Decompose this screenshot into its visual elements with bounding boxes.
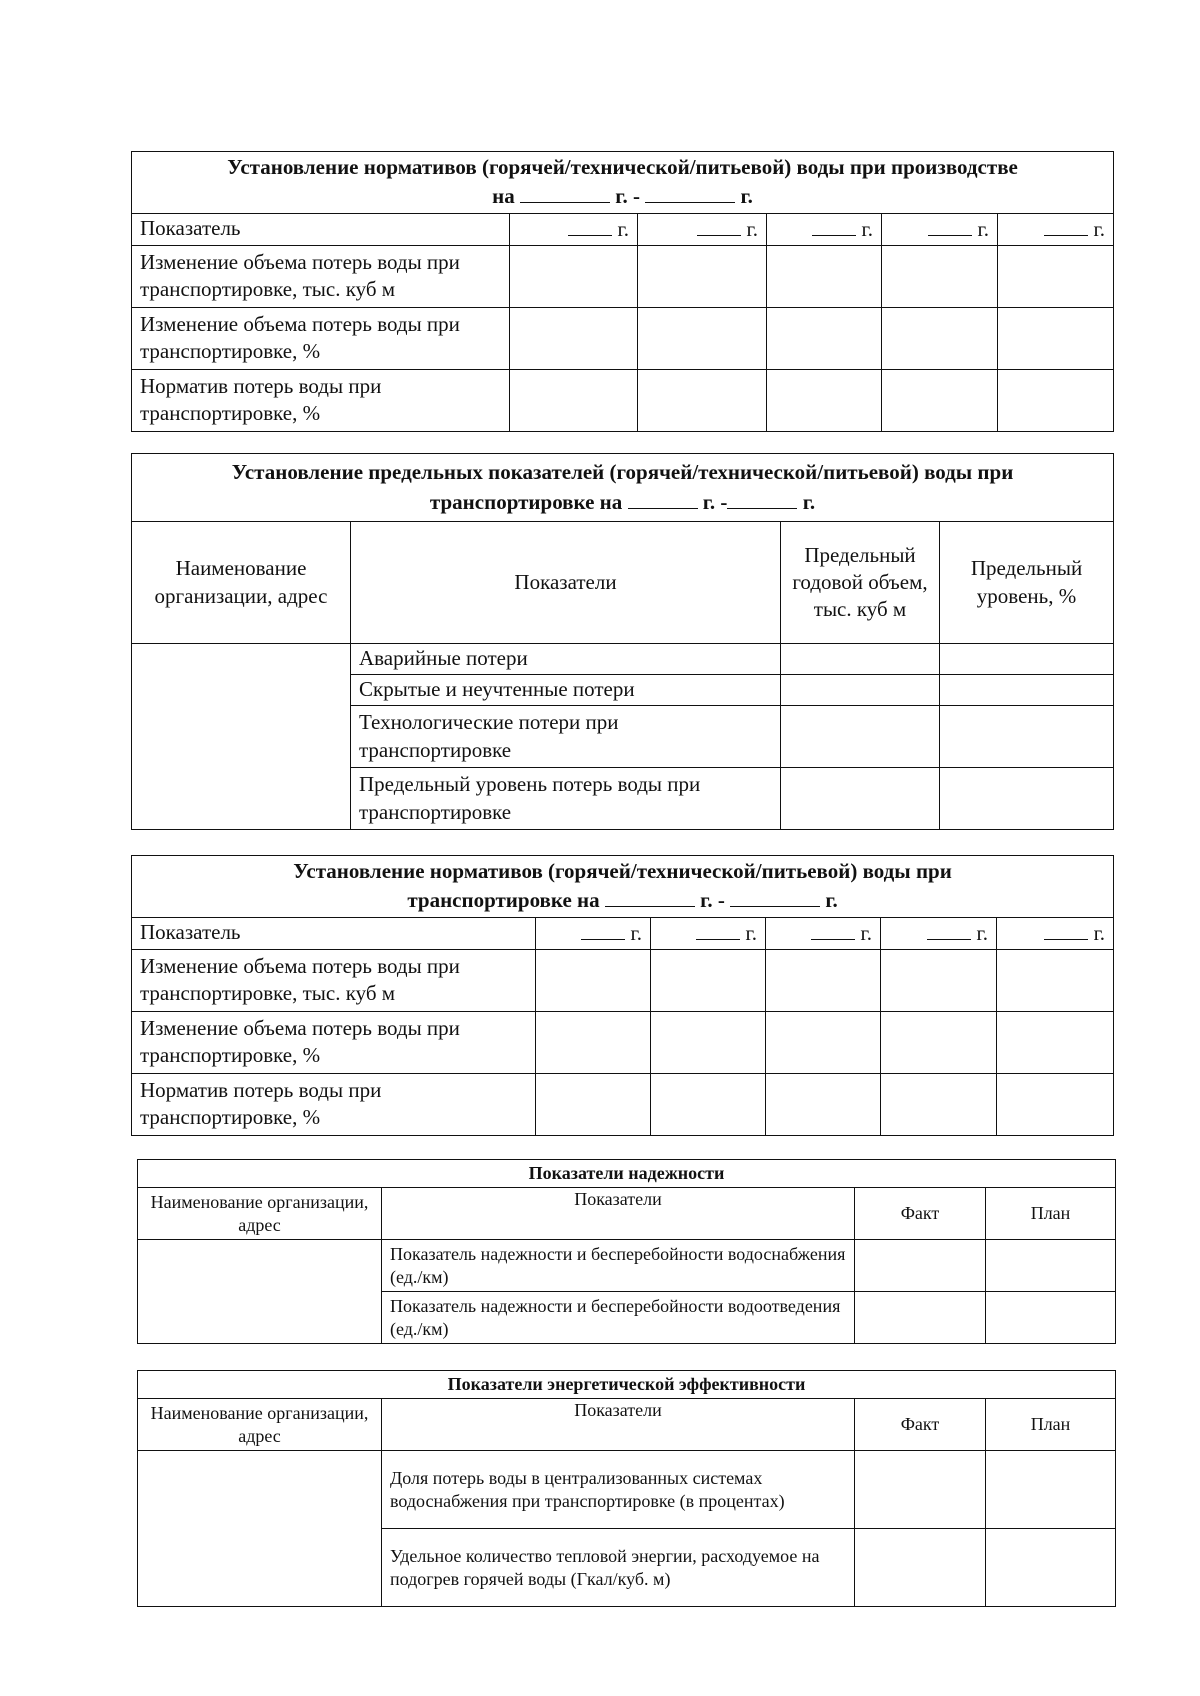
- table3-cell[interactable]: [651, 1011, 766, 1073]
- table4-col-plan: План: [986, 1188, 1116, 1240]
- table3-cell[interactable]: [766, 949, 881, 1011]
- table2-col-volume: Предельный годовой объем, тыс. куб м: [781, 522, 940, 644]
- table2-cell[interactable]: [940, 768, 1114, 830]
- table2-col-indicators: Показатели: [351, 522, 781, 644]
- table3-cell[interactable]: [651, 949, 766, 1011]
- table2-title-line2: транспортировке на г. - г.: [138, 487, 1107, 516]
- table1-year-4[interactable]: г.: [882, 213, 998, 245]
- table3-year-2[interactable]: г.: [651, 917, 766, 949]
- table2-title-line1: Установление предельных показателей (горячей/технической/питьевой) воды при: [231, 460, 1014, 485]
- table5-title: Показатели энергетической эффективности: [138, 1371, 1116, 1399]
- table5-cell[interactable]: [986, 1529, 1116, 1607]
- table3-cell[interactable]: [766, 1011, 881, 1073]
- table2-org-cell[interactable]: [132, 644, 351, 830]
- table1-title: [132, 152, 1114, 214]
- table1-year-3[interactable]: г.: [767, 213, 882, 245]
- table4-cell[interactable]: [855, 1240, 986, 1292]
- table3-title: [132, 856, 1114, 918]
- table1-year-1[interactable]: г.: [510, 213, 638, 245]
- table2-cell[interactable]: [940, 675, 1114, 706]
- table1-cell[interactable]: [510, 369, 638, 431]
- table3-cell[interactable]: [881, 949, 997, 1011]
- table4-row-label: Показатель надежности и бесперебойности водоотведения (ед./км): [382, 1292, 855, 1344]
- table1-year-5[interactable]: г.: [998, 213, 1114, 245]
- table1-cell[interactable]: [998, 369, 1114, 431]
- table1-cell[interactable]: [882, 245, 998, 307]
- table1-row-label: Норматив потерь воды при транспортировке, %: [132, 369, 510, 431]
- table3-cell[interactable]: [536, 949, 651, 1011]
- table1-indicator-header: Показатель: [132, 213, 510, 245]
- table3-cell[interactable]: [881, 1011, 997, 1073]
- table1-row-label: Изменение объема потерь воды при транспортировке, %: [132, 307, 510, 369]
- table2-row-label: Аварийные потери: [351, 644, 781, 675]
- table1-cell[interactable]: [510, 307, 638, 369]
- table2-cell[interactable]: [781, 706, 940, 768]
- table2-cell[interactable]: [781, 768, 940, 830]
- table5-cell[interactable]: [855, 1451, 986, 1529]
- table2-cell[interactable]: [781, 644, 940, 675]
- table2-cell[interactable]: [940, 644, 1114, 675]
- table2-row-label: Технологические потери при транспортировке: [351, 706, 781, 768]
- table1-cell[interactable]: [998, 245, 1114, 307]
- table3-cell[interactable]: [997, 949, 1114, 1011]
- table5-row-label: Доля потерь воды в централизованных системах водоснабжения при транспортировке (в процентах): [382, 1451, 855, 1529]
- table5-org-cell[interactable]: [138, 1451, 382, 1607]
- table1-title-line1: Установление нормативов (горячей/технической/питьевой) воды при производстве: [227, 155, 1018, 179]
- table1-cell[interactable]: [638, 245, 767, 307]
- table4-row-label: Показатель надежности и бесперебойности водоснабжения (ед./км): [382, 1240, 855, 1292]
- table3-year-4[interactable]: г.: [881, 917, 997, 949]
- table3-cell[interactable]: [766, 1073, 881, 1135]
- table-energy-efficiency: [137, 1370, 1116, 1607]
- table2-cell[interactable]: [940, 706, 1114, 768]
- table-limit-indicators: [131, 453, 1114, 830]
- table3-cell[interactable]: [651, 1073, 766, 1135]
- table3-cell[interactable]: [997, 1073, 1114, 1135]
- table4-title: Показатели надежности: [138, 1160, 1116, 1188]
- table1-cell[interactable]: [638, 369, 767, 431]
- table4-col-fact: Факт: [855, 1188, 986, 1240]
- table1-cell[interactable]: [510, 245, 638, 307]
- table2-cell[interactable]: [781, 675, 940, 706]
- table3-row-label: Изменение объема потерь воды при транспортировке, тыс. куб м: [132, 949, 536, 1011]
- table4-col-org: Наименование организации, адрес: [138, 1188, 382, 1240]
- table5-row-label: Удельное количество тепловой энергии, расходуемое на подогрев горячей воды (Гкал/куб. м): [382, 1529, 855, 1607]
- table2-title: [132, 454, 1114, 522]
- table3-cell[interactable]: [536, 1011, 651, 1073]
- table2-col-org: Наименование организации, адрес: [132, 522, 351, 644]
- table1-cell[interactable]: [882, 307, 998, 369]
- table3-cell[interactable]: [881, 1073, 997, 1135]
- table5-cell[interactable]: [855, 1529, 986, 1607]
- table3-title-line1: Установление нормативов (горячей/технической/питьевой) воды при: [293, 859, 952, 883]
- table1-cell[interactable]: [767, 369, 882, 431]
- table3-year-3[interactable]: г.: [766, 917, 881, 949]
- table4-cell[interactable]: [986, 1240, 1116, 1292]
- table2-row-label: Скрытые и неучтенные потери: [351, 675, 781, 706]
- table-transport-norms: [131, 855, 1114, 1136]
- table5-cell[interactable]: [986, 1451, 1116, 1529]
- table1-cell[interactable]: [767, 307, 882, 369]
- table4-cell[interactable]: [855, 1292, 986, 1344]
- table3-year-5[interactable]: г.: [997, 917, 1114, 949]
- table1-year-2[interactable]: г.: [638, 213, 767, 245]
- table3-row-label: Изменение объема потерь воды при транспортировке, %: [132, 1011, 536, 1073]
- table1-cell[interactable]: [767, 245, 882, 307]
- table2-row-label: Предельный уровень потерь воды при транспортировке: [351, 768, 781, 830]
- table-production-norms: [131, 151, 1114, 432]
- table3-title-line2: транспортировке на г. - г.: [138, 885, 1107, 914]
- table1-row-label: Изменение объема потерь воды при транспортировке, тыс. куб м: [132, 245, 510, 307]
- table5-col-org: Наименование организации, адрес: [138, 1399, 382, 1451]
- table3-cell[interactable]: [997, 1011, 1114, 1073]
- table-reliability: [137, 1159, 1116, 1344]
- table2-col-level: Предельный уровень, %: [940, 522, 1114, 644]
- table5-col-indicators: Показатели: [382, 1399, 855, 1451]
- table1-cell[interactable]: [998, 307, 1114, 369]
- table3-indicator-header: Показатель: [132, 917, 536, 949]
- table4-org-cell[interactable]: [138, 1240, 382, 1344]
- table4-cell[interactable]: [986, 1292, 1116, 1344]
- table3-cell[interactable]: [536, 1073, 651, 1135]
- table1-cell[interactable]: [638, 307, 767, 369]
- table5-col-fact: Факт: [855, 1399, 986, 1451]
- table5-col-plan: План: [986, 1399, 1116, 1451]
- table1-cell[interactable]: [882, 369, 998, 431]
- table4-col-indicators: Показатели: [382, 1188, 855, 1240]
- table3-row-label: Норматив потерь воды при транспортировке, %: [132, 1073, 536, 1135]
- table1-title-line2: на г. - г.: [138, 181, 1107, 210]
- table3-year-1[interactable]: г.: [536, 917, 651, 949]
